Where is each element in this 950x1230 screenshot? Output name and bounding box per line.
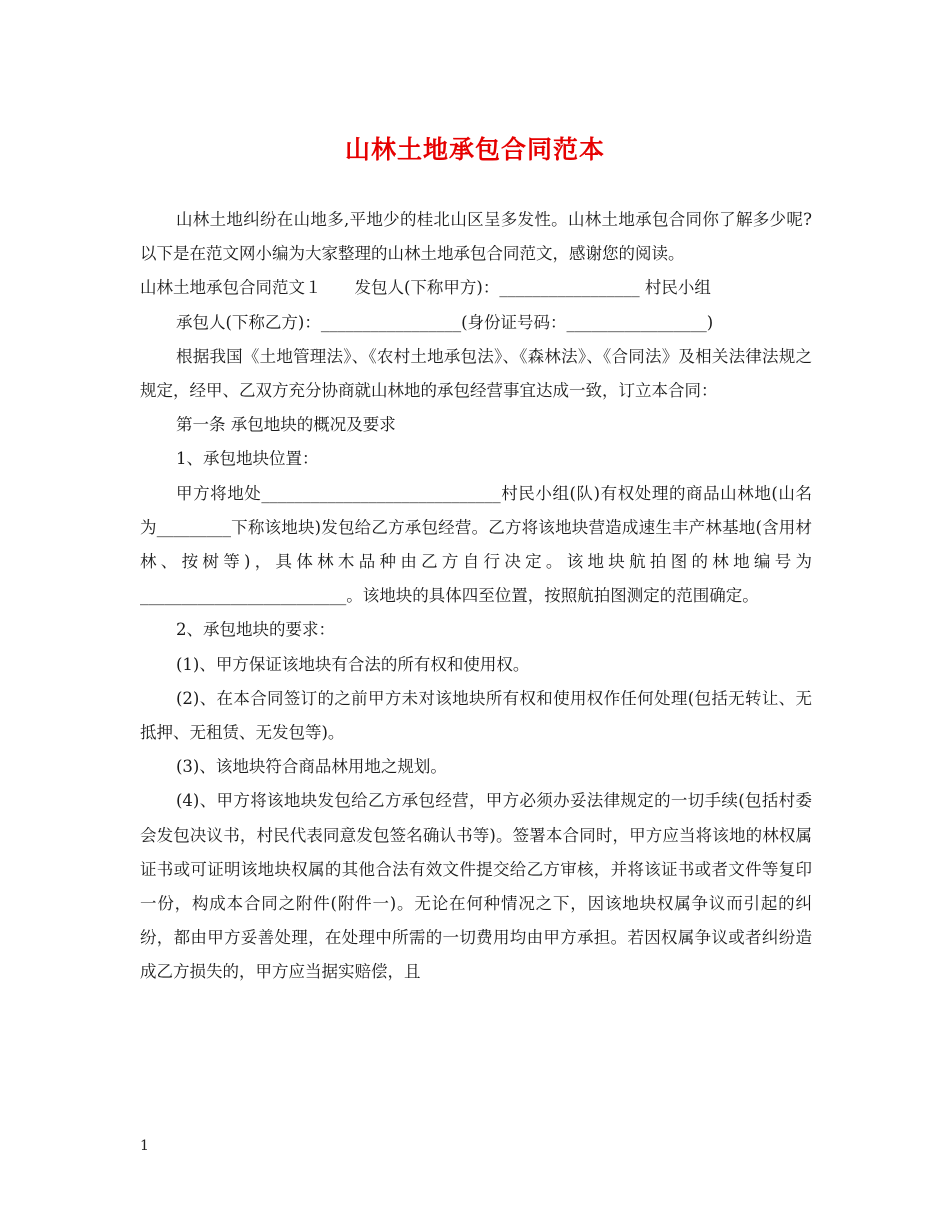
paragraph-issuer: 山林土地承包合同范文１ 发包人(下称甲方)：_________________ 村民小组 xyxy=(140,278,711,298)
paragraph-contractor: 承包人(下称乙方)：_________________(身份证号码：_________________) xyxy=(176,312,714,332)
section-location-heading: 1、承包地块位置： xyxy=(176,449,319,469)
section-requirements-heading: 2、承包地块的要求： xyxy=(176,620,335,640)
page-number: 1 xyxy=(140,1138,149,1154)
document-body xyxy=(140,203,812,990)
document-title: 山林土地承包合同范本 xyxy=(344,135,605,164)
paragraph-legal-basis: 根据我国《土地管理法》、《农村土地承包法》、《森林法》、《合同法》及相关法律法规之规定，经甲、乙双方充分协商就山林地的承包经营事宜达成一致，订立本合同： xyxy=(140,346,812,401)
requirement-2: (2)、在本合同签订的之前甲方未对该地块所有权和使用权作任何处理(包括无转让、无抵押、无租赁、无发包等)。 xyxy=(140,688,812,743)
article-heading: 第一条 承包地块的概况及要求 xyxy=(176,415,396,435)
paragraph-intro: 山林土地纠纷在山地多,平地少的桂北山区呈多发性。山林土地承包合同你了解多少呢?以下是在范文网小编为大家整理的山林土地承包合同范文，感谢您的阅读。 xyxy=(140,210,812,264)
requirement-3: (3)、该地块符合商品林用地之规划。 xyxy=(176,757,447,777)
requirement-4: (4)、甲方将该地块发包给乙方承包经营，甲方必须办妥法律规定的一切手续(包括村委会发包决议书，村民代表同意发包签名确认书等)。签署本合同时，甲方应当将该地的林权属证书或可证明该地块权属的其他合法有效文件提交给乙方审核，并将该证书或者文件等复印一份，构成本合同之附件(附件一)。无论在何种情况之下，因该地块权属争议而引起的纠纷，都由甲方妥善处理，在处理中所需的一切费用均由甲方承担。若因权属争议或者纠纷造成乙方损失的，甲方应当据实赔偿，且 xyxy=(140,791,812,982)
paragraph-location: 甲方将地处_____________________________村民小组(队)有权处理的商品山林地(山名为_________下称该地块)发包给乙方承包经营。乙方将该地块营造成速生丰产林基地(含用材林、按树等)，具体林木品种由乙方自行决定。该地块航拍图的林地编号为_________________________。该地块的具体四至位置，按照航拍图测定的范围确定。 xyxy=(140,483,812,606)
requirement-1: (1)、甲方保证该地块有合法的所有权和使用权。 xyxy=(176,654,530,674)
